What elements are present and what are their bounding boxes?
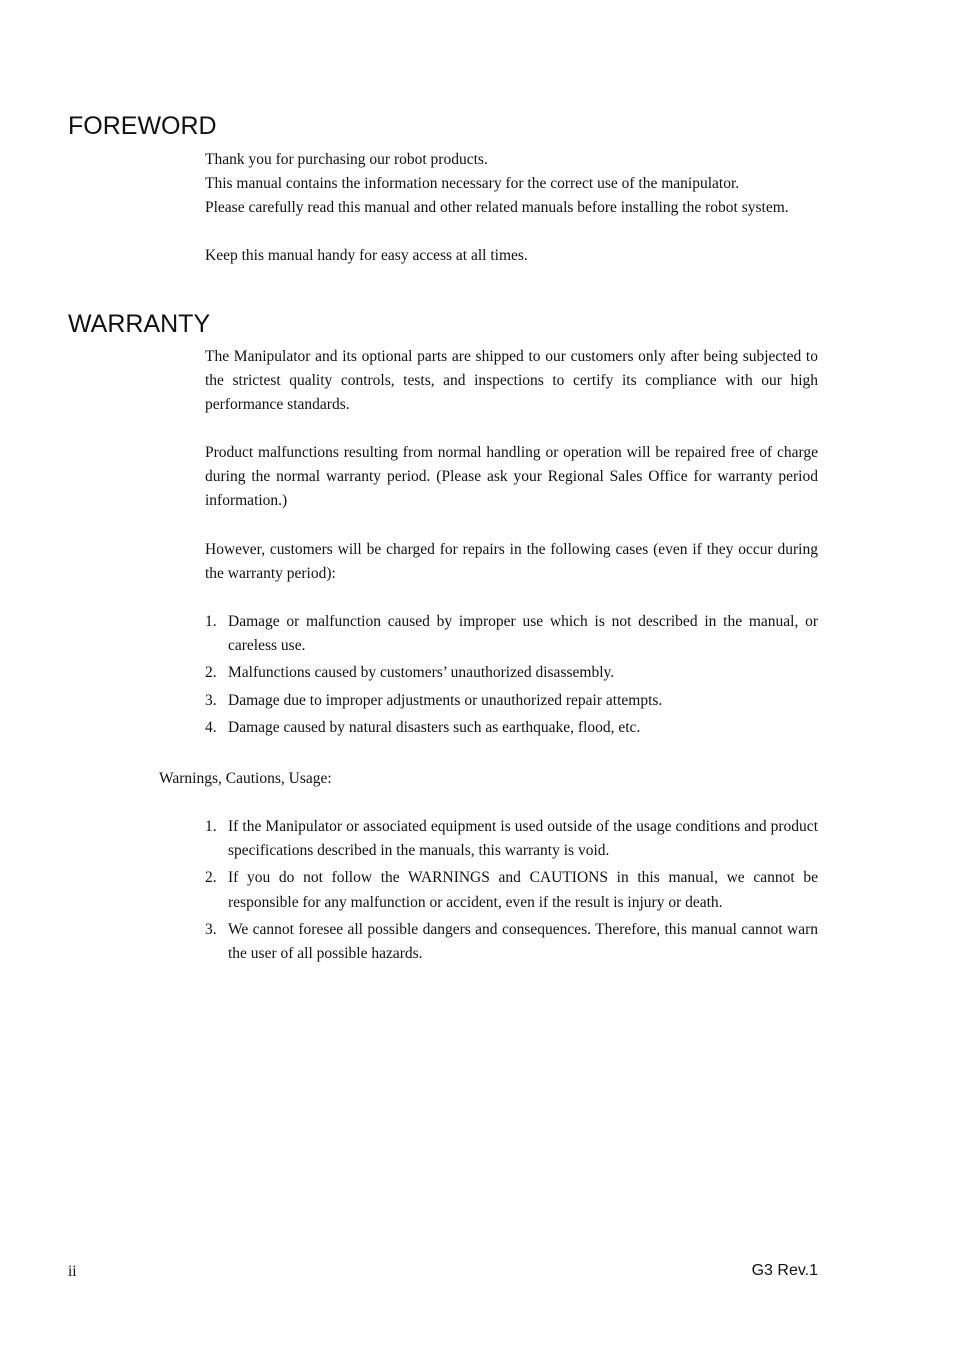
list-item <box>205 716 818 740</box>
page-number: ii <box>68 1263 77 1280</box>
list-item-text: Malfunctions caused by customers’ unauthorized disassembly. <box>228 664 615 682</box>
list-item <box>205 610 818 658</box>
warranty-paragraph-quality: The Manipulator and its optional parts are shipped to our customers only after being subjected to the strictest quality controls, tests, and inspections to certify its compliance with our high performance standards. <box>205 348 818 414</box>
warranty-heading: WARRANTY <box>68 310 211 338</box>
list-item-text: Damage or malfunction caused by improper use which is not described in the manual, or careless use. <box>228 613 818 655</box>
list-item-text: Damage caused by natural disasters such as earthquake, flood, etc. <box>228 718 641 736</box>
list-item-number: 3. <box>205 691 217 709</box>
warranty-charged-cases-list <box>205 610 818 743</box>
warranty-usage-list <box>205 815 818 969</box>
list-item-text: Damage due to improper adjustments or unauthorized repair attempts. <box>228 691 663 709</box>
foreword-line-thanks: Thank you for purchasing our robot products. <box>205 151 488 168</box>
list-item-number: 3. <box>205 920 217 938</box>
list-item-number: 1. <box>205 613 217 630</box>
warranty-paragraph-free-repair: Product malfunctions resulting from normal handling or operation will be repaired free of charge during the normal warranty period. (Please ask your Regional Sales Office for warranty period information.) <box>205 444 818 510</box>
foreword-line-read-carefully: Please carefully read this manual and other related manuals before installing the robot system. <box>205 199 789 216</box>
list-item <box>205 689 818 713</box>
list-item-number: 1. <box>205 818 217 835</box>
list-item-text: We cannot foresee all possible dangers and consequences. Therefore, this manual cannot warn the user of all possible hazards. <box>228 920 818 963</box>
foreword-line-contents: This manual contains the information necessary for the correct use of the manipulator. <box>205 175 740 192</box>
list-item <box>205 918 818 966</box>
warranty-paragraph-charged-cases: However, customers will be charged for repairs in the following cases (even if they occur during the warranty period): <box>205 541 818 583</box>
list-item-number: 2. <box>205 869 217 887</box>
list-item <box>205 815 818 863</box>
list-item-number: 2. <box>205 664 217 682</box>
usage-label: Warnings, Cautions, Usage: <box>159 770 332 787</box>
revision-label: G3 Rev.1 <box>751 1262 818 1279</box>
list-item-text: If the Manipulator or associated equipment is used outside of the usage conditions and product specifications described in the manuals, this warranty is void. <box>228 818 818 860</box>
list-item-number: 4. <box>205 718 217 736</box>
foreword-line-keep-handy: Keep this manual handy for easy access at all times. <box>205 247 528 264</box>
list-item <box>205 866 818 914</box>
list-item-text: If you do not follow the WARNINGS and CAUTIONS in this manual, we cannot be responsible for any malfunction or accident, even if the result is injury or death. <box>228 869 818 911</box>
foreword-heading: FOREWORD <box>68 112 217 140</box>
list-item <box>205 661 818 685</box>
